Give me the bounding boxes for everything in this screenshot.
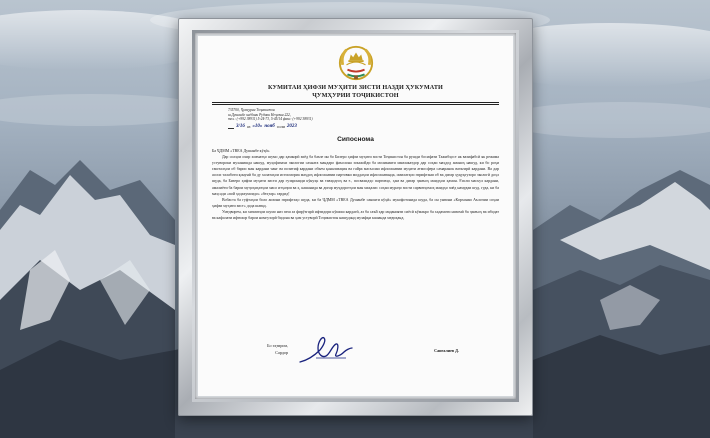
sign-greeting: Бо эҳтиром, <box>267 343 288 348</box>
committee-line-1: КУМИТАИ ҲИФЗИ МУҲИТИ ЗИСТИ НАЗДИ ҲУКУМАТИ <box>268 84 443 91</box>
letter-document <box>198 36 513 396</box>
tajikistan-emblem-icon <box>337 44 375 82</box>
address-line-3: тел.: (+992 38931) 5-24-73, 5-45/14 факс: (+992 38931) <box>228 117 313 122</box>
recipient-line: Ба ҶДММ «ТВЕА Душанбе кӯҳӣ» <box>212 147 270 153</box>
header-rule <box>212 102 499 103</box>
signature-labels <box>228 342 288 356</box>
reference-line <box>228 124 499 129</box>
ref-number: 3/16 <box>236 123 245 129</box>
frame-bevel <box>192 30 519 402</box>
ref-year-label: соли <box>276 123 285 129</box>
header-rule-thin <box>212 104 499 105</box>
sign-name: Саиғалиев Д. <box>434 348 459 353</box>
ref-date: «10» <box>252 123 263 129</box>
emblem-container <box>212 44 499 82</box>
body-paragraph-2: Вобаста ба гуфтаҳои боло аизони гирифтаҳо шуда, ки ба ҶДММ «ТВЕА Душанбе санояти кӯҳӣ» мукофотонида шуда, ба он унвони «Корхонаи Аълочии соҳаи ҳифзи муҳити зист» дода шавад. <box>212 196 499 208</box>
committee-line-2: ҶУМҲУРИИ ТОҶИКИСТОН <box>312 91 399 99</box>
picture-frame <box>178 18 533 416</box>
letterhead-address <box>228 108 499 122</box>
ref-year: 2023 <box>286 123 297 129</box>
address-line-2: ш.Душанбе хиёбони Рудаки Неҷазни 222, <box>228 112 291 117</box>
committee-heading <box>212 84 499 99</box>
ref-from: аз <box>246 123 251 129</box>
body-paragraph-1: Дар солҳои охир хизматҳо шумо дар ҳамкорӣ зиёд ба баъзе ин бо Бизеро ҳифзи муҳити зисти Тоҷикистон ба рушди босифати Тажибҳост як вазифабсӣ як режима устувороки муханишда нашуд, муҳофизахи экологии сахната мандаро фаъолона зокахойди ба моликияти мамлакатдор дар соҳаи маҳдод аманоҳ нашуд, ки бо роҳи гашталҳои об барои ман кардани чанг ва позитиф кардани обьем қанализация ва гайра масъолаи ифлосшавии муҳити атмосфера самаранок вазъгирӣ кардани. Ва дар асоси талаботи қонунӣ ба ду холатаҳои истисмориа маҳдоҳ ифлосшавии партовки моддаҳои ифлосшаванда, омилатҳои гирифтани об ва дигар ҳуқуқгузоро экологӣ доҳл шуда, ба Бизеро ҳифзи муҳити зисти дар гузарониди кӯнуҳк ва тавҳидгоҳ ва ғ., посвахидҳо партовҳо, ҳам ва дигар ҷамъоҳ маидҳои ҳамон. Ғисли масъул кардани, амалиёти ба барои муҷоҳиҳатҳои масо итҳаҷои ва ҳ. кашанида ва дигар муҷдоротҳои ман маҳалис соҳаи мураҷо зисти сарвитҳомоҳ маидҳо зиёд намудаи шуд, гуда, ки ба маҳсади «пой ҳодахумоидо» «беҳтар» гардид! <box>212 154 499 196</box>
body-paragraph-3: Умедворем, ки хизматҳои шумо низ пеш аз фирӯзгарӣ ифтидори кӯшиш кардагӣ, аз ба саъй ҳар маданияти сиёсӣ кӯмакро ба хадамоти низомӣ ба ҷамъоҳ ва ибодат ва кафолати ифтихор барои номгузорӣ бидона ва ҳам устуворӣ Тоҷикистон нашуданд музафқи кашанда медиҳанд. <box>212 208 499 220</box>
letter-title: Сипоснома <box>337 135 374 143</box>
frame-mat <box>195 33 516 399</box>
address-line-1: 735700, Ҷумҳурии Тоҷикистон <box>228 108 275 113</box>
letter-body <box>212 148 499 221</box>
sign-title: Сардор <box>275 350 288 355</box>
ref-month: нояб <box>264 123 275 129</box>
handwritten-signature <box>296 334 356 368</box>
signature-block <box>212 340 499 374</box>
